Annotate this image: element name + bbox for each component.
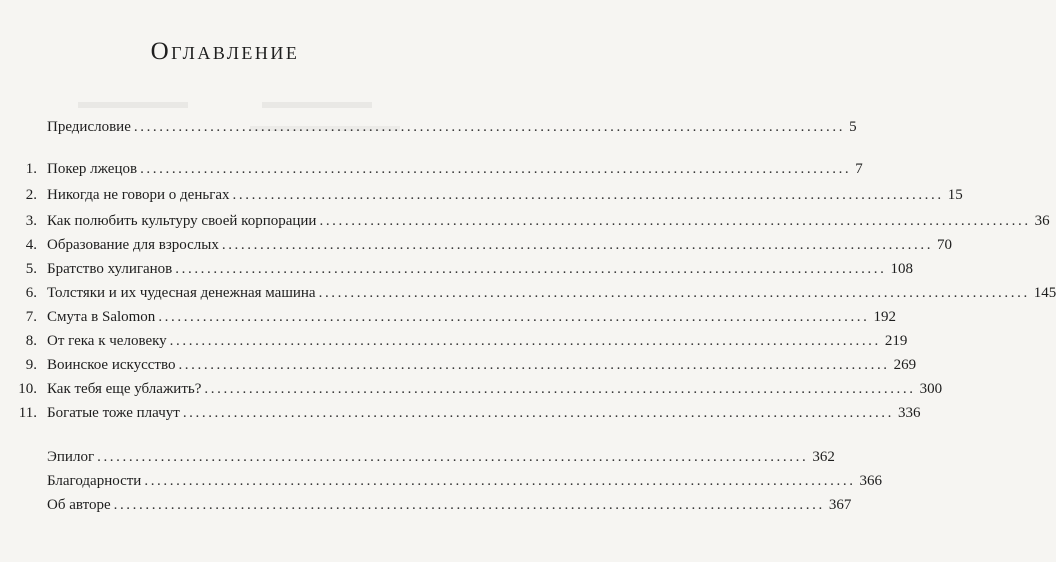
leader-dots: ................................................................................................................ [158,309,870,325]
chapter-number: 3. [25,213,37,229]
chapter-number: 9. [25,357,37,373]
toc-entry-label: Как полюбить культуру своей корпорации [47,213,317,229]
toc-entry-label: От гека к человеку [47,333,167,349]
toc-entry-chapter [25,280,1056,302]
toc-entry-label: Смута в Salomon [47,309,156,325]
toc-entry-page: 362 [812,449,835,465]
toc-entry-page: 366 [859,473,883,489]
toc-entry-chapter [18,400,921,422]
bleed-through-text [78,92,188,108]
leader-dots: ................................................................................................................ [232,187,944,203]
toc-entry-page: 145 [1033,285,1056,301]
toc-entry-label: Братство хулиганов [47,261,173,277]
toc-entry-label: Воинское искусство [47,357,176,373]
chapter-number: 10. [18,381,37,397]
toc-entry-label: Толстяки и их чудесная денежная машина [47,285,316,301]
toc-entry-page: 336 [898,405,921,421]
toc-entry-page: 70 [937,237,953,253]
chapter-number: 11. [18,405,37,421]
toc-entry-chapter [25,156,863,178]
leader-dots: ................................................................................................................ [318,285,1030,301]
toc-entry-label: Эпилог [47,449,95,465]
toc-entry-label: Образование для взрослых [47,237,219,253]
toc-entry-page: 192 [873,309,897,325]
toc-entry-label: Предисловие [47,119,131,135]
toc-entry-page: 367 [828,497,852,513]
chapter-number: 2. [25,187,37,203]
toc-entry-page: 15 [947,187,963,203]
leader-dots: ................................................................................................................ [182,405,895,421]
chapter-number: 1. [25,161,37,177]
leader-dots: ................................................................................................................ [144,473,856,489]
leader-dots: ................................................................................................................ [140,161,852,177]
toc-entry-chapter [25,352,917,374]
bleed-through-text [262,92,372,108]
toc-entry-about-author [47,492,852,514]
toc-entry-page: 36 [1034,213,1050,229]
toc-entry-chapter [25,256,913,278]
leader-dots: ................................................................................................................ [178,357,890,373]
chapter-number: 8. [25,333,37,349]
toc-entry-chapter [25,208,1050,230]
leader-dots: ................................................................................................................ [133,119,846,135]
chapter-number: 4. [25,237,37,253]
toc-entry-page: 300 [919,381,943,397]
toc-entry-epilogue [47,444,835,466]
toc-entry-preface [47,114,857,136]
leader-dots: ................................................................................................................ [97,449,809,465]
toc-entry-chapter [18,376,943,398]
toc-entry-chapter [25,182,963,204]
toc-entry-label: Никогда не говори о деньгах [47,187,230,203]
toc-entry-page: 7 [855,161,863,177]
toc-entry-label: Покер лжецов [47,161,138,177]
chapter-number: 6. [25,285,37,301]
page-title: Оглавление [150,38,300,65]
toc-entry-acknowledgements [47,468,883,490]
leader-dots: ................................................................................................................ [113,497,825,513]
toc-entry-page: 269 [893,357,917,373]
chapter-number: 7. [25,309,37,325]
toc-entry-label: Благодарности [47,473,142,489]
toc-entry-chapter [25,328,908,350]
toc-entry-page: 108 [890,261,913,277]
leader-dots: ................................................................................................................ [169,333,881,349]
leader-dots: ................................................................................................................ [204,381,916,397]
leader-dots: ................................................................................................................ [175,261,887,277]
toc-entry-label: Богатые тоже плачут [47,405,180,421]
toc-entry-page: 5 [849,119,857,135]
leader-dots: ................................................................................................................ [319,213,1031,229]
toc-entry-label: Об авторе [47,497,111,513]
toc-entry-chapter [25,232,953,254]
chapter-number: 5. [25,261,37,277]
toc-entry-label: Как тебя еще ублажить? [47,381,202,397]
leader-dots: ................................................................................................................ [221,237,934,253]
toc-entry-page: 219 [884,333,908,349]
toc-entry-chapter [25,304,897,326]
